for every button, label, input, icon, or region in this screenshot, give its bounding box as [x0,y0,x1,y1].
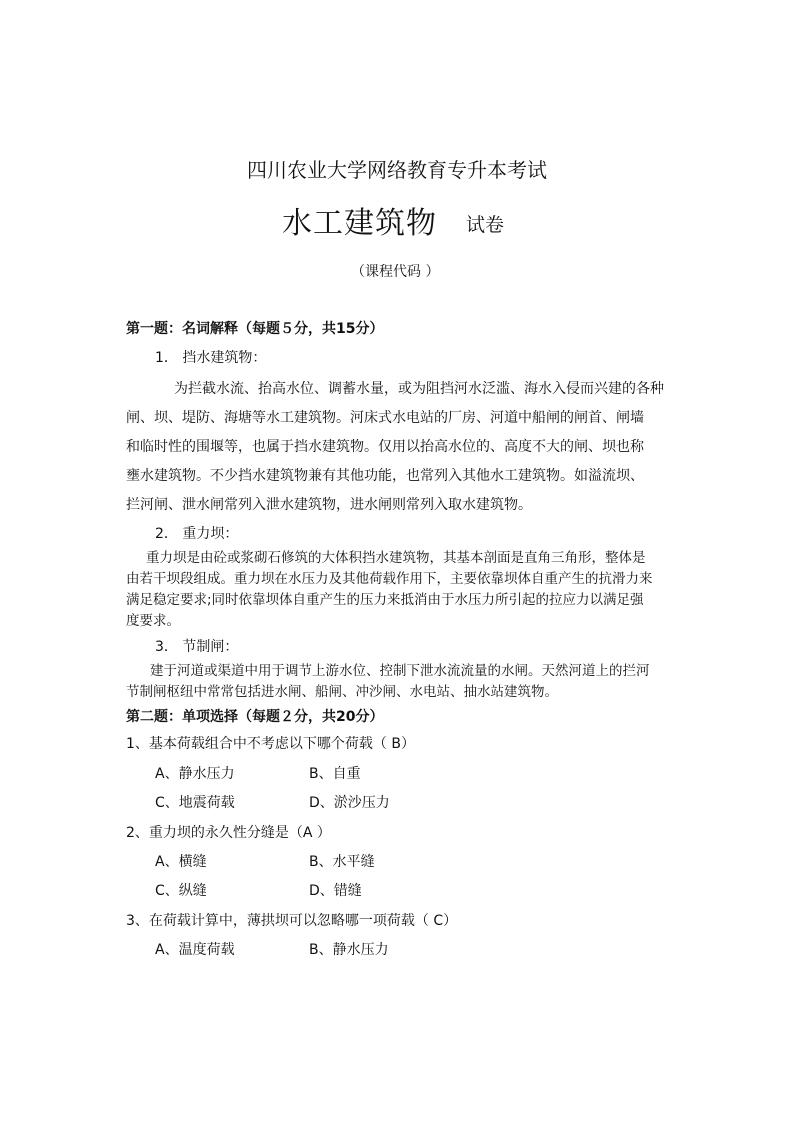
option-c: C、地震荷载 [155,795,235,811]
definition-line: 壅水建筑物。不少挡水建筑物兼有其他功能，也常列入其他水工建筑物。如溢流坝、 [126,468,644,484]
option-a: A、温度荷载 [155,942,235,958]
question-stem: 3、在荷载计算中，薄拱坝可以忽略哪一项荷载（ C） [126,913,458,929]
definition-line: 节制闸枢纽中常常包括进水闸、船闸、冲沙闸、水电站、抽水站建筑物。 [126,684,558,700]
option-a: A、横缝 [155,854,207,870]
course-title: 水工建筑物 [282,206,437,241]
question-stem: 1、基本荷载组合中不考虑以下哪个荷载（ B） [126,736,415,752]
option-d: D、淤沙压力 [309,795,390,811]
question-stem: 2、重力坝的永久性分缝是（A ） [126,825,331,841]
section1-title: 第一题：名词解释（每题５分，共15分） [126,321,384,337]
term-1: 1． 挡水建筑物： [155,350,267,366]
definition-line: 度要求。 [126,613,180,629]
definition-line: 满足稳定要求;同时依靠坝体自重产生的压力来抵消由于水压力所引起的拉应力以满足强 [126,592,644,608]
term-3: 3． 节制闸： [155,639,239,655]
option-b: B、静水压力 [309,942,389,958]
definition-line: 建于河道或渠道中用于调节上游水位、控制下泄水流流量的水闸。天然河道上的拦河 [150,663,650,679]
definition-line: 为拦截水流、抬高水位、调蓄水量，或为阻挡河水泛滥、海水入侵而兴建的各种 [174,381,664,397]
option-b: B、水平缝 [309,854,375,870]
option-a: A、静水压力 [155,766,235,782]
definition-line: 闸、坝、堤防、海塘等水工建筑物。河床式水电站的厂房、河道中船闸的闸首、闸墙 [126,410,644,426]
definition-line: 由若干坝段组成。重力坝在水压力及其他荷载作用下，主要依靠坝体自重产生的抗滑力来 [126,571,653,587]
option-b: B、自重 [309,766,361,782]
definition-line: 和临时性的围堰等，也属于挡水建筑物。仅用以抬高水位的、高度不大的闸、坝也称 [126,439,644,455]
option-d: D、错缝 [309,883,362,899]
paper-label: 试卷 [466,214,505,236]
definition-line: 拦河闸、泄水闸常列入泄水建筑物，进水闸则常列入取水建筑物。 [126,497,532,513]
school-title: 四川农业大学网络教育专升本考试 [247,158,547,182]
course-code: （课程代码 ） [351,264,440,280]
option-c: C、纵缝 [155,883,207,899]
term-2: 2． 重力坝： [155,526,239,542]
section2-title: 第二题：单项选择（每题２分，共20分） [126,709,384,725]
definition-line: 重力坝是由砼或浆砌石修筑的大体积挡水建筑物，其基本剖面是直角三角形，整体是 [146,550,646,566]
